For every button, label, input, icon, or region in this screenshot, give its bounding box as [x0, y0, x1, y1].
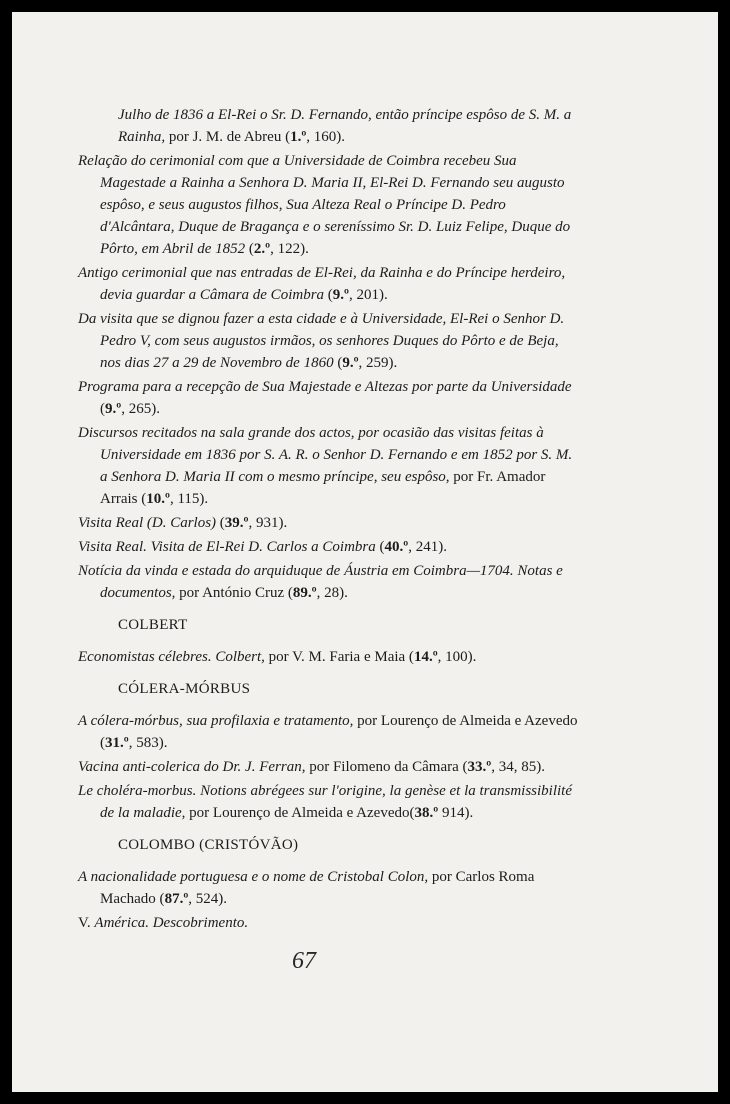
- entry-author: por Fr. Amador Arrais (: [100, 469, 546, 507]
- entry-volume: 10.º: [146, 491, 170, 507]
- index-entry: [78, 536, 582, 558]
- entry-pages: , 583).: [128, 735, 168, 751]
- entries-group-colera-morbus: [78, 710, 582, 824]
- entry-author: por Lourenço de Almeida e Azevedo(: [185, 805, 415, 821]
- entry-pages: , 122).: [270, 241, 309, 257]
- entry-pages: , 241).: [408, 539, 447, 555]
- entry-reference: [185, 805, 473, 821]
- entry-author: por Carlos Roma Machado (: [100, 869, 535, 907]
- entry-title: Antigo cerimonial que nas entradas de El-Rei, da Rainha e do Príncipe herdeiro, devia guardar a Câmara de Coimbra: [78, 265, 566, 303]
- entry-reference: [305, 759, 545, 775]
- entry-volume: 2.º: [253, 241, 271, 257]
- entry-volume: 33.º: [467, 759, 492, 775]
- entry-volume: 9.º: [332, 287, 349, 303]
- heading-colbert: COLBERT: [118, 617, 188, 633]
- entry-pages: , 160).: [306, 129, 346, 145]
- index-entry: [78, 422, 582, 510]
- index-entry: [78, 560, 582, 604]
- index-entry: [78, 512, 582, 534]
- entry-reference: [376, 539, 447, 555]
- entry-volume: 9.º: [105, 401, 122, 417]
- entry-volume: 9.º: [342, 355, 359, 371]
- entries-group-colbert: [78, 646, 582, 668]
- entry-volume: 40.º: [384, 539, 409, 555]
- entry-title: Notícia da vinda e estada do arquiduque de Áustria em Coimbra—1704. Notas e documentos,: [78, 563, 563, 601]
- entry-author: (: [333, 355, 343, 371]
- index-entry: [78, 780, 582, 824]
- entry-reference: [334, 355, 398, 371]
- entry-reference: [245, 241, 309, 257]
- entry-volume: 14.º: [413, 649, 438, 665]
- entry-pages: , 201).: [348, 287, 388, 303]
- heading-colombo: COLOMBO (CRISTÓVÃO): [118, 837, 299, 853]
- entry-pages: , 265).: [121, 401, 160, 417]
- entry-title: A nacionalidade portuguesa e o nome de Cristobal Colon,: [78, 869, 429, 885]
- entry-title: Visita Real (D. Carlos): [78, 515, 217, 531]
- entries-group-visits: [78, 104, 582, 604]
- entry-volume: 39.º: [224, 515, 249, 531]
- see-also-title: América. Descobrimento.: [94, 915, 249, 931]
- entry-title: Programa para a recepção de Sua Majestade e Altezas por parte da Universidade: [78, 379, 572, 395]
- index-entry: [78, 308, 582, 374]
- entry-title: Relação do cerimonial com que a Universidade de Coimbra recebeu Sua Magestade a Rainha a Senhora D. Maria II, El-Rei D. Fernando seu augusto espôso, e seus augustos filhos, Sua Alteza Real o Príncipe D. Pedro d'Alcântara, Duque de Bragança e o sereníssimo Sr. D. Luiz Felipe, Duque do Pôrto, em Abril de 1852: [78, 153, 571, 257]
- entry-author: por Lourenço de Almeida e Azevedo (: [100, 713, 578, 751]
- entry-title: Visita Real. Visita de El-Rei D. Carlos a Coimbra: [78, 539, 376, 555]
- entry-reference: [265, 649, 476, 665]
- index-entry: [78, 756, 582, 778]
- entry-author: (: [245, 241, 254, 257]
- entry-reference: [175, 585, 347, 601]
- book-page: [12, 12, 718, 1092]
- entry-pages: , 931).: [248, 515, 288, 531]
- entry-author: (: [216, 515, 225, 531]
- entry-volume: 31.º: [105, 735, 129, 751]
- entry-title: Vacina anti-colerica do Dr. J. Ferran,: [78, 759, 306, 775]
- entry-volume: 89.º: [292, 585, 317, 601]
- index-entry: [78, 104, 582, 148]
- entry-title: Economistas célebres. Colbert,: [78, 649, 265, 665]
- entry-title: Julho de 1836 a El-Rei o Sr. D. Fernando, então príncipe espôso de S. M. a Rainha,: [118, 107, 572, 145]
- index-text: [78, 104, 582, 936]
- entry-author: por Filomeno da Câmara (: [305, 759, 468, 775]
- entry-pages: 914).: [438, 805, 474, 821]
- entry-reference: [100, 401, 160, 417]
- entry-pages: , 115).: [169, 491, 209, 507]
- see-also-prefix: V.: [78, 915, 95, 931]
- entry-volume: 87.º: [164, 891, 189, 907]
- entry-author: por António Cruz (: [175, 585, 293, 601]
- entry-author: por V. M. Faria e Maia (: [264, 649, 414, 665]
- entry-author: (: [324, 287, 333, 303]
- entry-title: Discursos recitados na sala grande dos actos, por ocasião das visitas feitas à Universidade em 1836 por S. A. R. o Senhor D. Fernando e em 1852 por S. M. a Senhora D. Maria II com o mesmo príncipe, seu espôso,: [78, 425, 573, 485]
- entry-author: por J. M. de Abreu (: [165, 129, 291, 145]
- entry-reference: [324, 287, 388, 303]
- page-number: 67: [292, 948, 316, 974]
- entry-title: Le choléra-morbus. Notions abrégees sur l'origine, la genèse et la transmissibilité de la maladie,: [78, 783, 573, 821]
- heading-colera-morbus: CÓLERA-MÓRBUS: [118, 681, 251, 697]
- index-entry: [78, 710, 582, 754]
- entry-pages: , 524).: [188, 891, 228, 907]
- entry-title: Da visita que se dignou fazer a esta cidade e à Universidade, El-Rei o Senhor D. Pedro V, com seus augustos irmãos, os senhores Duques do Pôrto e de Beja, nos dias 27 a 29 de Novembro de 1860: [78, 311, 565, 371]
- entries-group-colombo: [78, 866, 582, 910]
- index-entry: [78, 646, 582, 668]
- entry-title: A cólera-mórbus, sua profilaxia e tratamento,: [78, 713, 354, 729]
- entry-pages: , 28).: [316, 585, 348, 601]
- entry-volume: 1.º: [290, 129, 307, 145]
- index-entry: [78, 376, 582, 420]
- entry-pages: , 100).: [437, 649, 477, 665]
- index-entry: [78, 866, 582, 910]
- index-entry: [78, 262, 582, 306]
- entry-pages: , 34, 85).: [491, 759, 545, 775]
- see-also-reference: [78, 912, 582, 934]
- index-entry: [78, 150, 582, 260]
- entry-author: (: [100, 401, 105, 417]
- entry-volume: 38.º: [414, 805, 439, 821]
- entry-pages: , 259).: [358, 355, 398, 371]
- entry-reference: [216, 515, 287, 531]
- entry-reference: [165, 129, 345, 145]
- entry-author: (: [375, 539, 385, 555]
